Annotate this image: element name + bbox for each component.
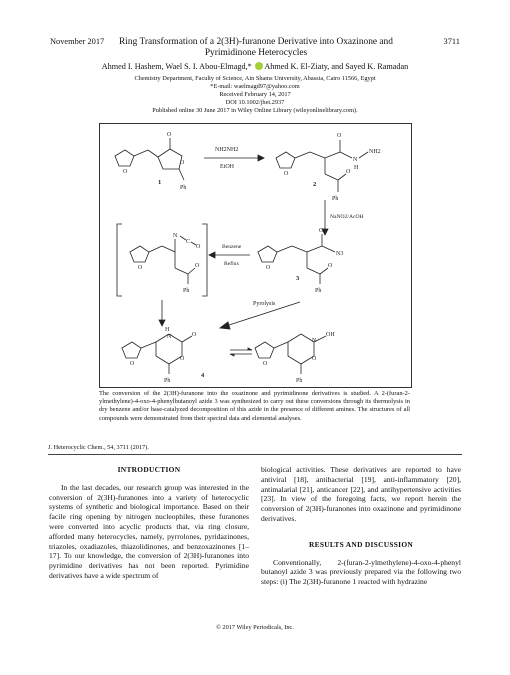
reagent-nitrite: NaNO2/AcOH	[330, 214, 364, 220]
department: Chemistry Department, Faculty of Science, Ain Shams University, Abassia, Cairo 11566, Egypt	[134, 75, 376, 82]
abstract: The conversion of the 2(3H)-furanone into the oxazinone and pyrimidinone derivatives is studied. A 2-(furan-2-ylmethylene)-4-oxo-4-phenylbutanoyl azide 3 was synthesized to carry out these conversions through its thermolysis in dry benzene and/or base-catalyzed decomposition of this azide in the presence of different amines. The structures of all compounds were demonstrated from their spectral data and elemental analyses.	[99, 390, 410, 422]
intro-paragraph: In the last decades, our research group was interested in the conversion of 2(3H)-furanones into a variety of heterocyclic systems of synthetic and biological importance. Based on their facile ring opening by nitrogen nucleophiles, these furanones were converted into acyclic products that, via ring closure, afforded many heterocycles, namely, pyrrolones, pyridazinones, triazoles, oxadiazoles, thiazolidinones, and benzoxazinones [1–17]. To our knowledge, the conversion of 2(3H)-furanones into pyrimidine derivatives has not been reported. Pyrimidine derivatives have a wide spectrum of	[49, 482, 249, 580]
int-ketone-o: O	[195, 263, 200, 269]
cmpd1-ph: Ph	[180, 185, 187, 191]
pyrolysis-label: Pyrolysis	[253, 301, 276, 307]
reagent-hydrazine: NH2NH2	[215, 147, 239, 153]
compound-2-structure	[276, 133, 381, 202]
reagent-benzene: Benzene	[222, 244, 242, 250]
ox-ph: Ph	[296, 378, 303, 384]
cmpd3-n3: N3	[336, 251, 344, 257]
int-furan-o: O	[138, 265, 143, 271]
authors-part1: Ahmed I. Hashem, Wael S. I. Abou-Elmagd,*	[101, 62, 252, 71]
int-ph: Ph	[183, 288, 190, 294]
py-carbonyl-o: O	[192, 332, 197, 338]
received-date: Received February 14, 2017	[219, 91, 291, 98]
article-title: Ring Transformation of a 2(3H)-furanone Derivative into Oxazinone and Pyrimidinone Heterocycles	[119, 37, 393, 58]
py-n: N	[167, 334, 172, 340]
cmpd1-furan-o: O	[123, 169, 128, 175]
right-paragraph-1: biological activities. These derivatives are reported to have antiviral [18], antibacterial [19], anti-inflammatory [20], antimalarial [21], anticancer [22], and antihypertensive activities [23]. In view of the foregoing facts, we report herein the conversion of 2(3H)-furanones into oxazinone and pyrimidinone derivatives.	[261, 465, 461, 523]
divider	[48, 454, 462, 455]
int-c: C	[186, 239, 191, 245]
cmpd2-n: N	[353, 157, 358, 163]
oxazinone-structure	[255, 332, 335, 384]
int-o: O	[196, 244, 201, 250]
cmpd1-carbonyl-o: O	[167, 132, 172, 138]
compound-label-3: 3	[296, 275, 300, 282]
py-ring-o: O	[180, 356, 185, 362]
issue-date: November 2017	[50, 37, 105, 46]
right-paragraph-2: Conventionally, 2-(furan-2-ylmethylene)-4-oxo-4-phenyl butanoyl azide 3 was previously prepared via the following two steps: (i) The 2(3H)-furanone 1 reacted with hydrazine	[261, 557, 461, 587]
cmpd3-ketone-o: O	[328, 263, 333, 269]
compound-3-structure	[258, 228, 343, 294]
ox-furan-o: O	[263, 361, 268, 367]
left-column	[49, 465, 249, 581]
cmpd2-h: H	[354, 165, 359, 171]
affiliation-block	[0, 75, 510, 115]
journal-reference: J. Heterocyclic Chem., 54, 3711 (2017).	[48, 444, 149, 451]
cmpd1-ring-o: O	[180, 160, 185, 166]
intro-heading: INTRODUCTION	[117, 465, 181, 474]
published-online: Published online 30 June 2017 in Wiley Online Library (wileyonlinelibrary.com).	[152, 107, 358, 114]
compound-1-structure	[115, 132, 186, 191]
right-column	[261, 465, 461, 587]
py-furan-o: O	[130, 361, 135, 367]
email[interactable]: *E-mail: waelmagd97@yahoo.com	[210, 83, 300, 90]
cmpd3-furan-o: O	[266, 265, 271, 271]
cmpd2-nh2: NH2	[369, 149, 381, 155]
compound-label-4: 4	[201, 372, 205, 379]
scheme-graphic	[100, 124, 411, 387]
authors-part2: Ahmed K. El-Ziaty, and Sayed K. Ramadan	[264, 62, 409, 71]
reagent-ethanol: EtOH	[220, 164, 234, 170]
py-ph: Ph	[164, 378, 171, 384]
ox-n: N	[312, 338, 317, 344]
py-h: H	[165, 327, 170, 333]
ox-oh: OH	[326, 332, 335, 338]
isocyanate-intermediate	[117, 224, 207, 296]
orcid-icon[interactable]	[255, 62, 263, 70]
copyright-footer: © 2017 Wiley Periodicals, Inc.	[216, 624, 294, 631]
pyrimidinone-structure	[122, 327, 197, 384]
cmpd2-o: O	[337, 133, 342, 139]
doi[interactable]: DOI 10.1002/jhet.2937	[225, 99, 285, 106]
cmpd2-furan-o: O	[284, 171, 289, 177]
compound-label-2: 2	[313, 181, 317, 188]
author-line	[0, 62, 510, 71]
ox-ring-o: O	[312, 356, 317, 362]
cmpd3-o: O	[319, 228, 324, 234]
reaction-scheme	[99, 123, 412, 388]
cmpd3-ph: Ph	[315, 288, 322, 294]
cmpd2-ph: Ph	[332, 196, 339, 202]
page-number: 3711	[443, 37, 460, 46]
results-heading: RESULTS AND DISCUSSION	[308, 539, 414, 549]
reagent-reflux: Reflux	[224, 261, 240, 267]
cmpd2-ketone-o: O	[346, 169, 351, 175]
compound-label-1: 1	[158, 179, 162, 186]
int-n: N	[173, 233, 178, 239]
